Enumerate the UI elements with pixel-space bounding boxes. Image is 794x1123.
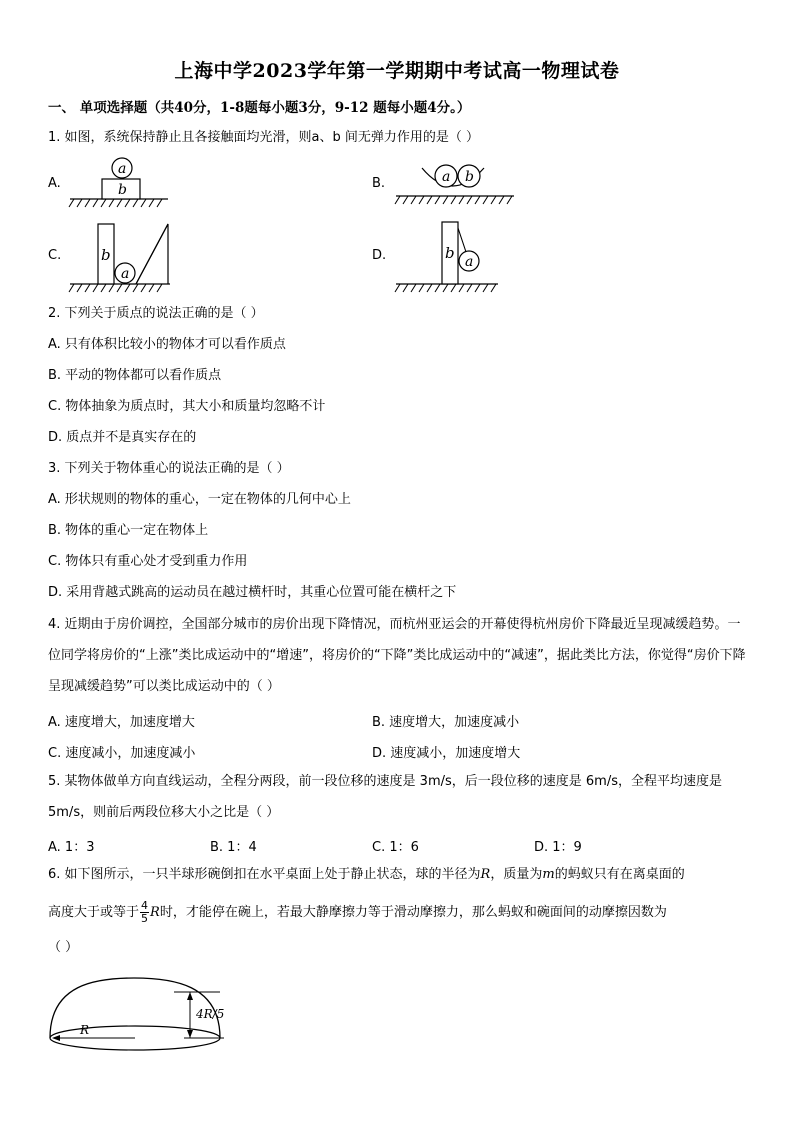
q1-figure-c bbox=[66, 218, 176, 298]
q3-option-d: D. 采用背越式跳高的运动员在越过横杆时，其重心位置可能在横杆之下 bbox=[48, 585, 457, 600]
fraction-4-5: $\frac{4}{5}$ bbox=[141, 899, 149, 925]
q1-figure-d bbox=[394, 218, 504, 298]
q1-option-c-label: C. bbox=[48, 248, 62, 263]
q2-option-a: A. 只有体积比较小的物体才可以看作质点 bbox=[48, 337, 286, 352]
q2-stem: 2. 下列关于质点的说法正确的是（ ） bbox=[48, 306, 264, 321]
q2-option-c: C. 物体抽象为质点时，其大小和质量均忽略不计 bbox=[48, 399, 326, 414]
q5-option-d: D. 1：9 bbox=[534, 840, 582, 855]
q6-fig-R: R bbox=[80, 1023, 90, 1037]
q4-option-a: A. 速度增大，加速度增大 bbox=[48, 715, 195, 730]
q3-stem: 3. 下列关于物体重心的说法正确的是（ ） bbox=[48, 461, 290, 476]
q1-figure-a bbox=[66, 155, 176, 210]
q1-stem: 1. 如图，系统保持静止且各接触面均光滑，则a、b 间无弹力作用的是（ ） bbox=[48, 130, 480, 145]
q1-option-a-label: A. bbox=[48, 176, 61, 191]
q2-option-b: B. 平动的物体都可以看作质点 bbox=[48, 368, 222, 383]
q5-stem: 5. 某物体做单方向直线运动，全程分两段，前一段位移的速度是 3m/s，后一段位移的速度是 6m/s，全程平均速度是 5m/s，则前后两段位移大小之比是（ ） bbox=[48, 774, 722, 820]
q5-option-a: A. 1：3 bbox=[48, 840, 95, 855]
q6-fig-height: 4R/5 bbox=[196, 1007, 225, 1021]
q1-option-d-label: D. bbox=[372, 248, 387, 263]
q3-option-b: B. 物体的重心一定在物体上 bbox=[48, 523, 209, 538]
q1c-label-a: a bbox=[121, 266, 130, 282]
q4-option-c: C. 速度减小，加速度减小 bbox=[48, 746, 196, 761]
q5-option-c: C. 1：6 bbox=[372, 840, 419, 855]
q6-hemisphere-figure bbox=[44, 970, 244, 1060]
q1a-label-a: a bbox=[118, 161, 127, 177]
q1a-label-b: b bbox=[118, 182, 127, 198]
q6-stem-line1: 6. 如下图所示，一只半球形碗倒扣在水平桌面上处于静止状态，球的半径为R，质量为m的蚂蚁只有在离桌面的 bbox=[48, 867, 685, 882]
q4-option-d: D. 速度减小，加速度增大 bbox=[372, 746, 521, 761]
q2-option-d: D. 质点并不是真实存在的 bbox=[48, 430, 197, 445]
q5-option-b: B. 1：4 bbox=[210, 840, 257, 855]
q1d-label-a: a bbox=[465, 254, 474, 270]
q1-figure-b bbox=[394, 158, 516, 208]
section-heading: 一、 单项选择题（共40分，1-8题每小题3分，9-12 题每小题4分。） bbox=[48, 100, 471, 116]
q1b-label-a: a bbox=[442, 169, 451, 185]
height-arrow-down-icon bbox=[187, 1030, 193, 1038]
height-arrow-up-icon bbox=[187, 992, 193, 1000]
q1b-label-b: b bbox=[465, 169, 474, 185]
radius-arrow-icon bbox=[52, 1035, 60, 1041]
q6-stem-line2: 高度大于或等于 $\frac{4}{5}$ R时，才能停在碗上，若最大静摩擦力等于滑动摩擦力，那么蚂蚁和碗面间的动摩擦因数为 bbox=[48, 899, 667, 925]
q3-option-a: A. 形状规则的物体的重心，一定在物体的几何中心上 bbox=[48, 492, 351, 507]
q1c-label-b: b bbox=[101, 246, 111, 264]
q4-stem: 4. 近期由于房价调控，全国部分城市的房价出现下降情况，而杭州亚运会的开幕使得杭州房价下降最近呈现减缓趋势。一位同学将房价的“上涨”类比成运动中的“增速”，将房价的“下降”类比成运动中的“减速”，据此类比方法，你觉得“房价下降呈现减缓趋势”可以类比成运动中的（ ） bbox=[48, 617, 746, 694]
q6-paren: （ ） bbox=[48, 940, 79, 955]
q1d-label-b: b bbox=[445, 244, 455, 262]
page-title: 上海中学2023学年第一学期期中考试高一物理试卷 bbox=[174, 60, 620, 82]
q4-option-b: B. 速度增大，加速度减小 bbox=[372, 715, 520, 730]
q1-option-b-label: B. bbox=[372, 176, 386, 191]
q3-option-c: C. 物体只有重心处才受到重力作用 bbox=[48, 554, 248, 569]
